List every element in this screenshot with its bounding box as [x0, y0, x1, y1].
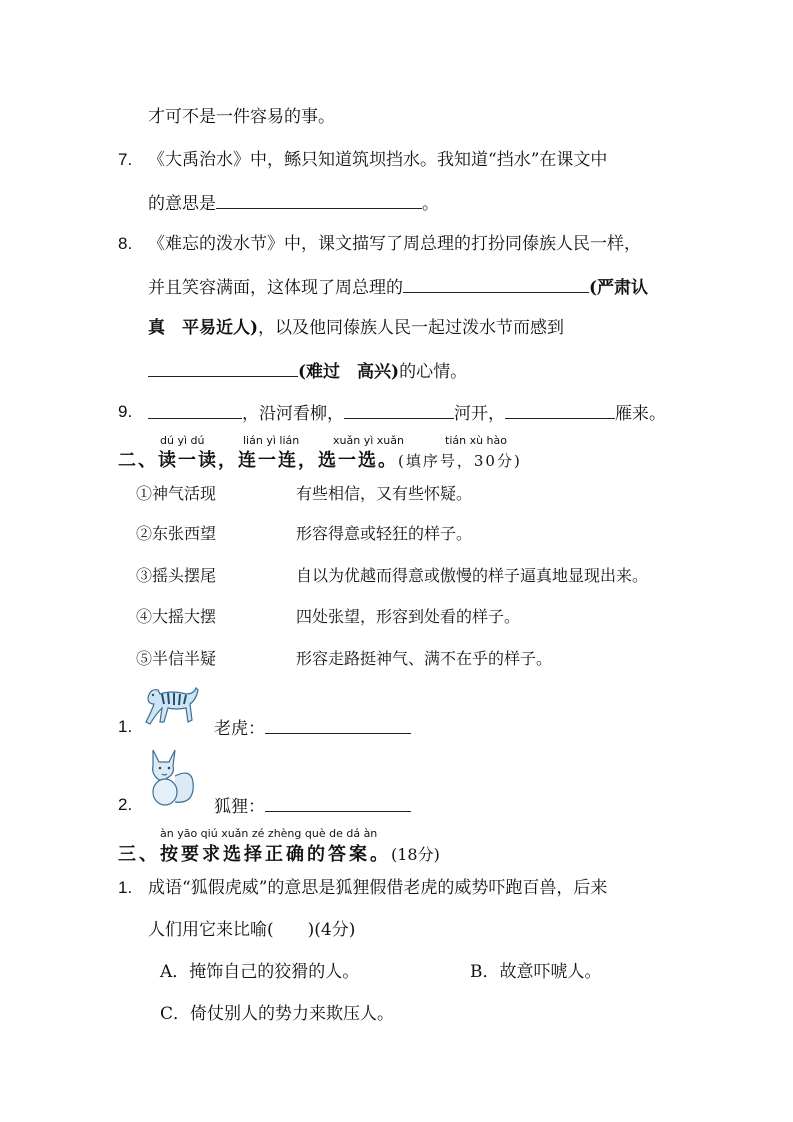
fox-icon [145, 746, 197, 808]
q7-line1: 《大禹治水》中，鲧只知道筑坝挡水。我知道“挡水”在课文中 [148, 150, 608, 170]
s3-q1-option-c[interactable]: C．倚仗别人的势力来欺压人。 [160, 1004, 395, 1024]
idiom-2[interactable]: ②东张西望 [136, 524, 217, 543]
q8-line3-post: ，以及他同傣族人民一起过泼水节而感到 [258, 318, 565, 338]
tiger-icon [142, 684, 200, 730]
q8-line4 [148, 359, 467, 383]
animal-2-line [214, 794, 411, 818]
q8-line4-post: 的心情。 [399, 362, 468, 382]
q9-blank-1[interactable] [148, 401, 242, 419]
tiger-answer-blank[interactable] [265, 716, 411, 734]
s3-q1-line2: 人们用它来比喻( )(4分) [148, 920, 356, 940]
s3-q1-line1: 成语“狐假虎威”的意思是狐狸假借老虎的威势吓跑百兽，后来 [148, 878, 608, 898]
q6-tail: 才可不是一件容易的事。 [148, 107, 335, 127]
q8-line2-pre: 并且笑容满面，这体现了周总理的 [148, 278, 403, 298]
tiger-label: 老虎： [214, 719, 265, 739]
q8-answer-blank-1[interactable] [403, 275, 589, 293]
pinyin-tian-xu-hao: tián xù hào [445, 434, 507, 447]
q8-choice-2: (难过 高兴) [298, 362, 400, 382]
section3-heading-text: 三、按要求选择正确的答案。 [118, 844, 391, 865]
q7-line2 [148, 191, 439, 215]
q8-answer-blank-2[interactable] [148, 359, 298, 377]
q9-blank-3[interactable] [505, 401, 615, 419]
q9-blank-2[interactable] [344, 401, 454, 419]
q7-line2-post: 。 [422, 194, 439, 214]
q9-part1: ，沿河看柳， [242, 404, 344, 424]
fox-label: 狐狸： [214, 797, 265, 817]
meaning-2[interactable]: 形容得意或轻狂的样子。 [296, 524, 473, 543]
section2-heading [118, 450, 522, 472]
q9-number: 9. [118, 402, 133, 421]
meaning-3[interactable]: 自以为优越而得意或傲慢的样子逼真地显现出来。 [296, 566, 649, 585]
s3-q1-number: 1. [118, 878, 133, 897]
q7-answer-blank[interactable] [216, 191, 422, 209]
q7-line2-pre: 的意思是 [148, 194, 216, 214]
idiom-1[interactable]: ①神气活现 [136, 484, 217, 503]
q8-number: 8. [118, 234, 133, 253]
s3-q1-option-a[interactable]: A．掩饰自己的狡猾的人。 [160, 962, 360, 982]
pinyin-xuan-yi-xuan: xuǎn yì xuǎn [333, 434, 404, 447]
section3-pinyin: àn yāo qiú xuǎn zé zhèng què de dá àn [160, 827, 378, 840]
q8-choice-1b: 真 平易近人) [148, 318, 259, 338]
q9-line [148, 401, 666, 425]
idiom-5[interactable]: ⑤半信半疑 [136, 649, 217, 668]
q8-choice-1a: (严肃认 [589, 278, 649, 298]
q7-number: 7. [118, 150, 133, 169]
meaning-4[interactable]: 四处张望，形容到处看的样子。 [296, 607, 521, 626]
q9-part2: 河开， [454, 404, 505, 424]
idiom-3[interactable]: ③摇头摆尾 [136, 566, 217, 585]
section2-heading-text: 二、读一读，连一连，选一选。 [118, 450, 398, 471]
pinyin-du-yi-du: dú yì dú [160, 434, 205, 447]
section2-heading-score: (填序号，30分) [398, 452, 522, 470]
animal-2-number: 2. [118, 795, 133, 814]
q9-part3: 雁来。 [615, 404, 666, 424]
pinyin-lian-yi-lian: lián yì lián [243, 434, 300, 447]
animal-1-line [214, 716, 411, 740]
section3-heading [118, 844, 440, 866]
q8-line2 [148, 275, 648, 299]
section3-heading-score: (18分) [391, 845, 440, 864]
fox-answer-blank[interactable] [265, 794, 411, 812]
section2-pinyin [0, 434, 793, 448]
q8-line3 [148, 317, 564, 339]
idiom-4[interactable]: ④大摇大摆 [136, 607, 217, 626]
meaning-5[interactable]: 形容走路挺神气、满不在乎的样子。 [296, 649, 553, 668]
q8-line1: 《难忘的泼水节》中，课文描写了周总理的打扮同傣族人民一样， [148, 234, 641, 254]
s3-q1-option-b[interactable]: B．故意吓唬人。 [470, 962, 602, 982]
animal-1-number: 1. [118, 717, 133, 736]
meaning-1[interactable]: 有些相信，又有些怀疑。 [296, 484, 473, 503]
